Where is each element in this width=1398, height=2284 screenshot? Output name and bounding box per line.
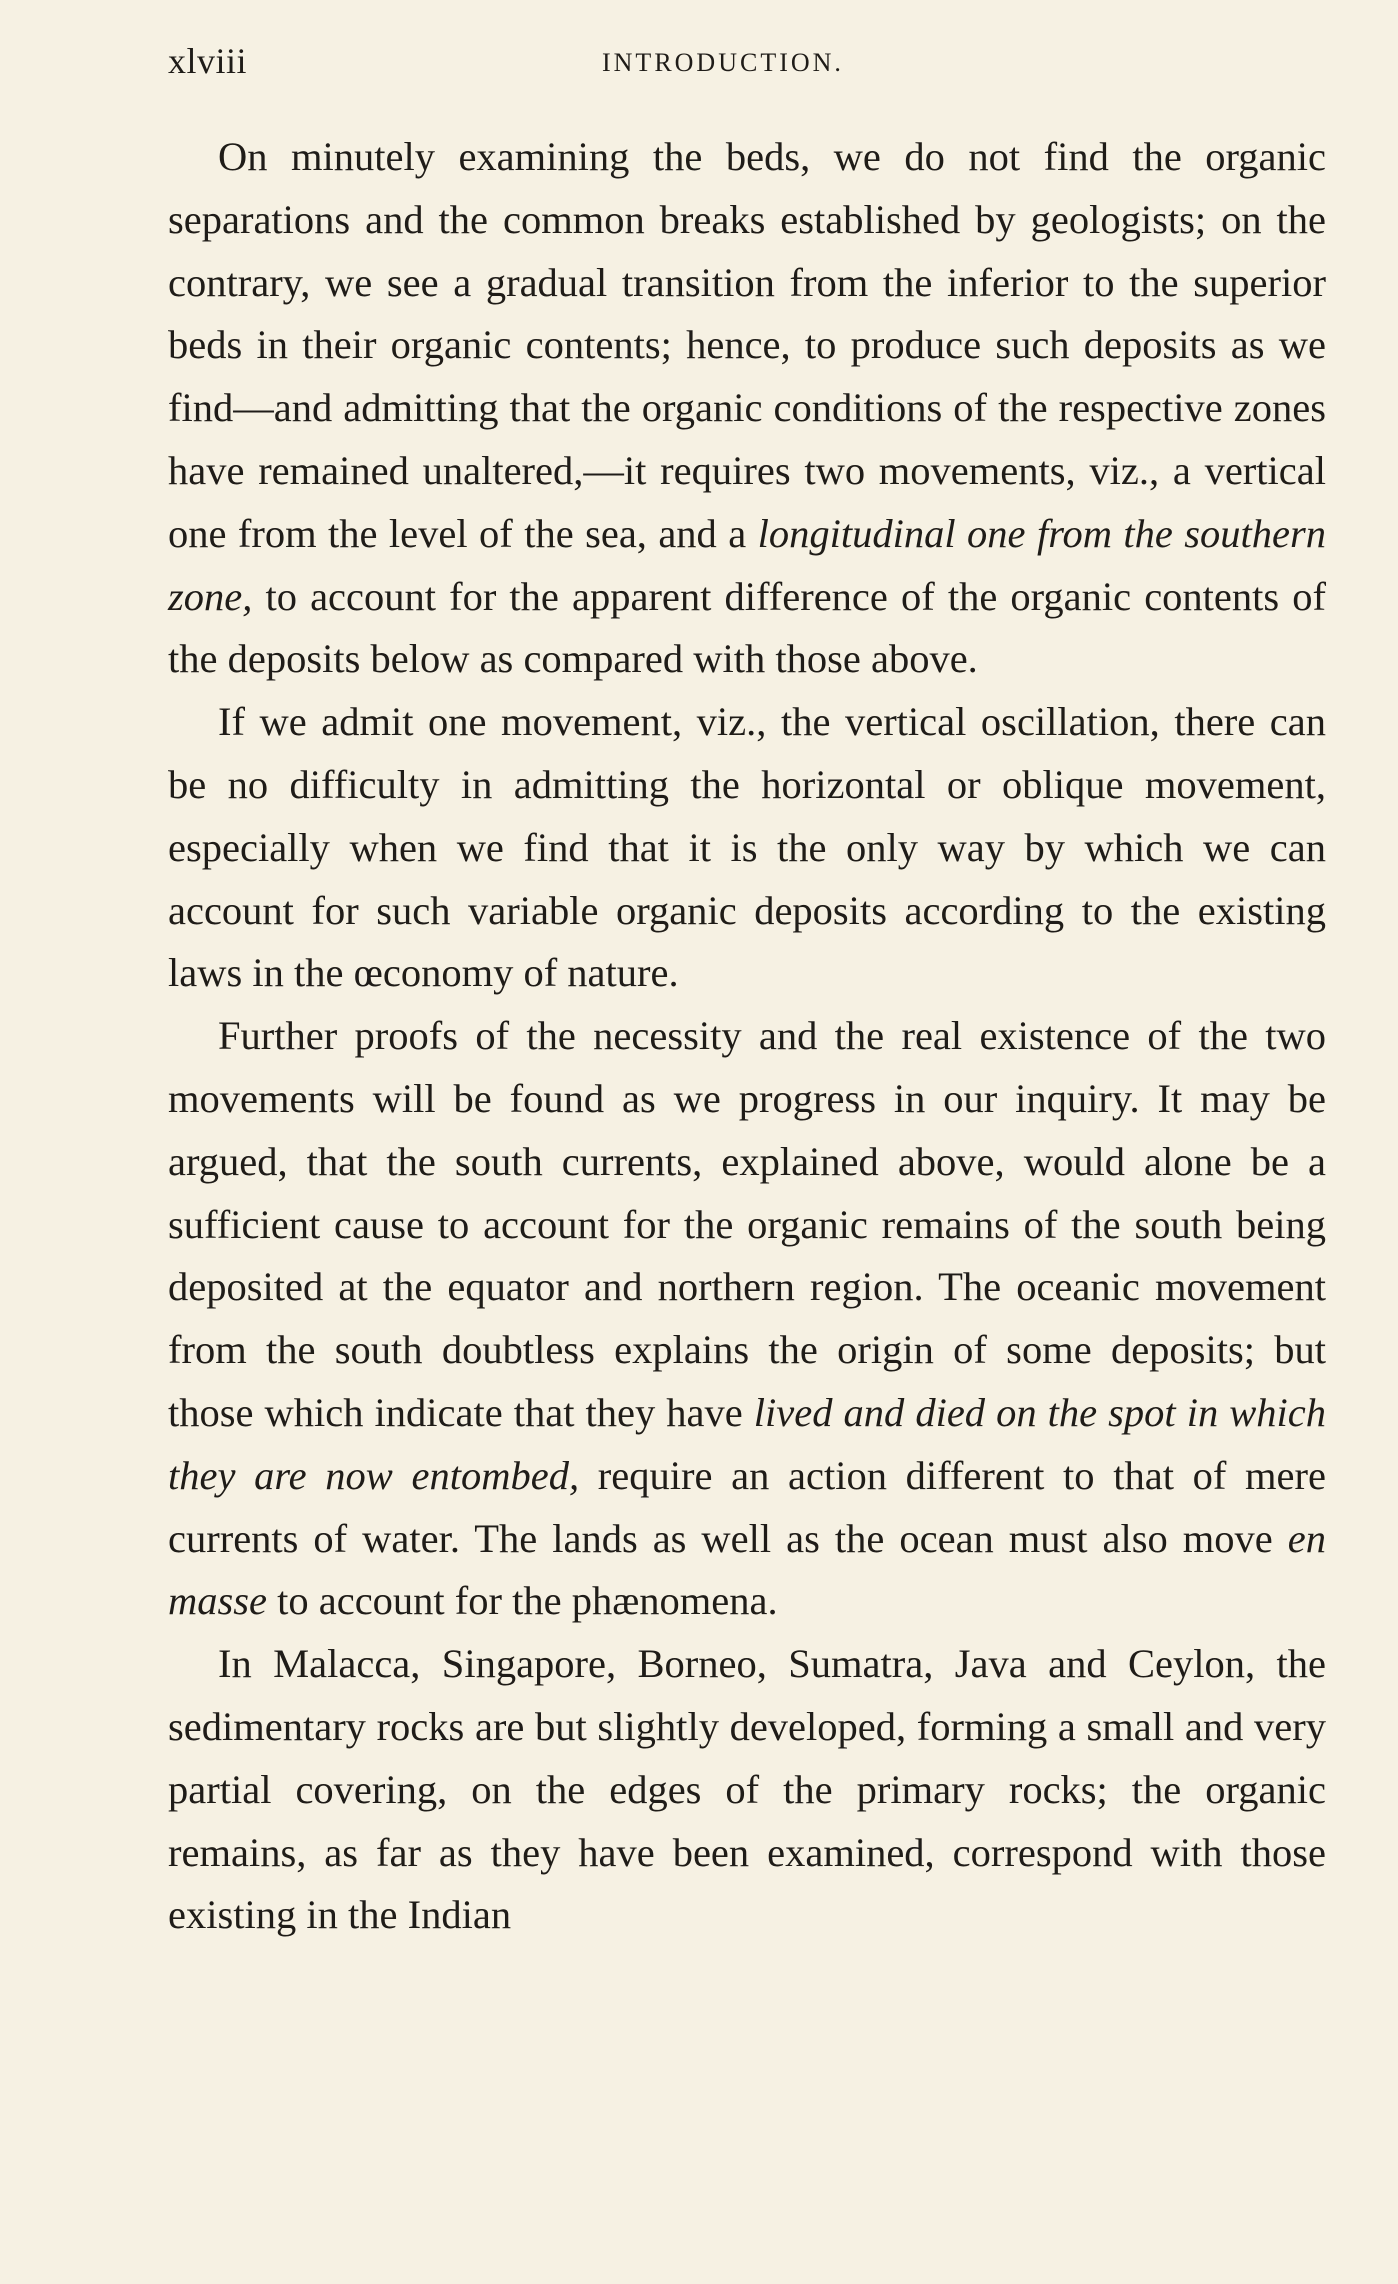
running-title: INTRODUCTION. bbox=[602, 48, 844, 77]
running-head bbox=[168, 40, 1326, 84]
paragraph-3-text-b: require an action different to that of mere currents of water. The lands as well as the ocean must also move bbox=[168, 1452, 1326, 1561]
body-text bbox=[168, 126, 1326, 1947]
paragraph-2-text: If we admit one movement, viz., the vertical oscillation, there can be no difficulty in admitting the horizontal or oblique movement, especially when we find that it is the only way by which we can account for such variable organic deposits according to the existing laws in the œconomy of nature. bbox=[168, 699, 1326, 996]
paragraph-1-text-b: to account for the apparent difference of the organic contents of the deposits below as compared with those above. bbox=[168, 573, 1326, 682]
paragraph-3-text-c: to account for the phænomena. bbox=[267, 1578, 778, 1624]
paragraph-4 bbox=[168, 1633, 1326, 1947]
paragraph-1 bbox=[168, 126, 1326, 691]
paragraph-3-italic-phrase-a: lived and died on the spot in which they are now entombed, bbox=[168, 1389, 1326, 1498]
paragraph-4-text: In Malacca, Singapore, Borneo, Sumatra, Java and Ceylon, the sedimentary rocks are but slightly developed, forming a small and very partial covering, on the edges of the primary rocks; the organic remains, as far as they have been examined, correspond with those existing in the Indian bbox=[168, 1641, 1326, 1938]
paragraph-3-text-a: Further proofs of the necessity and the real existence of the two movements will be found as we progress in our inquiry. It may be argued, that the south currents, explained above, would alone be a sufficient cause to account for the organic remains of the south being deposited at the equator and northern region. The oceanic movement from the south doubtless explains the origin of some deposits; but those which indicate that they have bbox=[168, 1013, 1326, 1435]
paragraph-1-italic-phrase: longitudinal one from the southern zone, bbox=[168, 510, 1327, 619]
paragraph-3 bbox=[168, 1005, 1326, 1633]
paragraph-3-italic-phrase-b: en masse bbox=[168, 1515, 1326, 1624]
paragraph-2 bbox=[168, 691, 1326, 1005]
page-number: xlviii bbox=[168, 41, 248, 81]
paragraph-1-text-a: On minutely examining the beds, we do not find the organic separations and the common breaks established by geologists; on the contrary, we see a gradual transition from the inferior to the superior beds in their organic contents; hence, to produce such deposits as we find—and admitting that the organic conditions of the respective zones have remained unaltered,—it requires two movements, viz., a vertical one from the level of the sea, and a bbox=[168, 134, 1326, 556]
